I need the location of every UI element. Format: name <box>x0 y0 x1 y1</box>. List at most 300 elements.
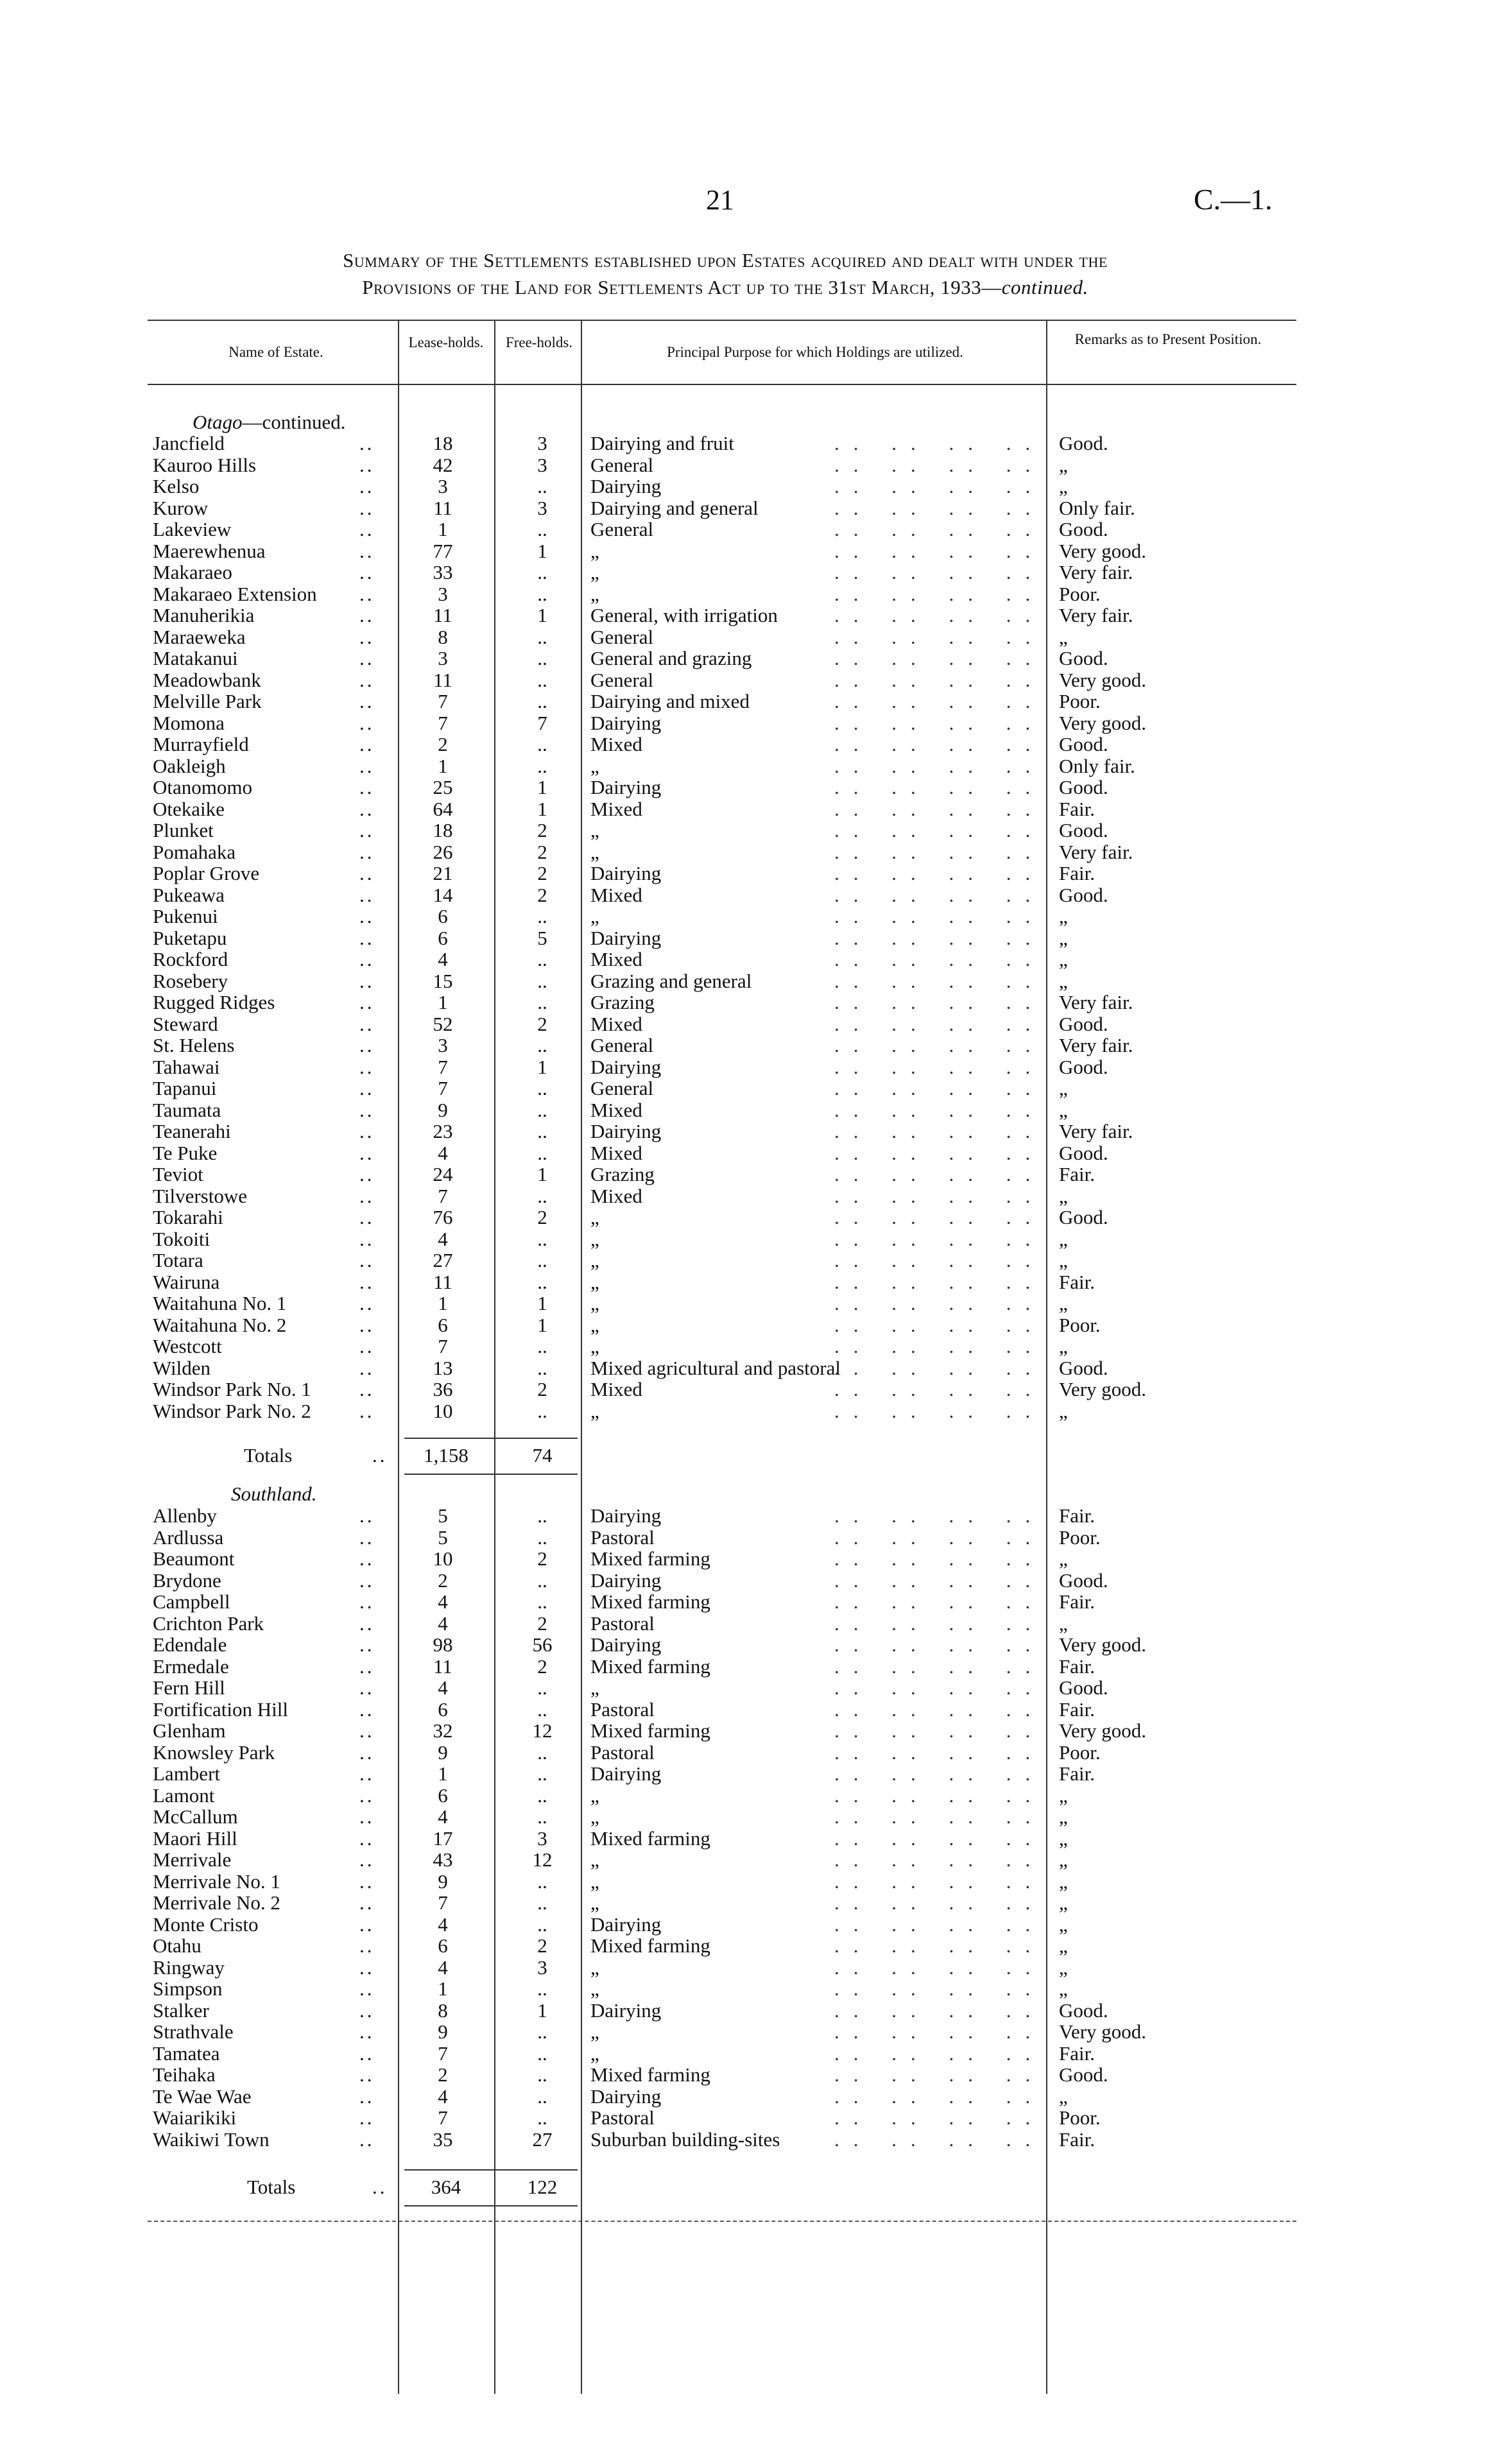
leader-dots: .. <box>359 2128 375 2151</box>
purpose-value: Dairying <box>590 1569 662 1592</box>
table-row <box>0 476 1512 497</box>
table-row <box>0 927 1512 949</box>
leaseholds-value: 4 <box>438 1676 448 1699</box>
remark-value: Very good. <box>1059 1633 1147 1656</box>
estate-name: Teihaka <box>153 2063 216 2086</box>
freeholds-value: 3 <box>537 496 547 519</box>
purpose-value: „ <box>590 840 599 863</box>
remark-value: Very good. <box>1059 539 1147 562</box>
table-row <box>0 1613 1512 1635</box>
remark-value: „ <box>1059 905 1068 927</box>
freeholds-value: .. <box>537 1526 547 1549</box>
freeholds-value: .. <box>537 2042 547 2065</box>
document-reference: C.—1. <box>1194 183 1273 216</box>
leader-dots: .. <box>359 2020 375 2043</box>
leader-dots: .. <box>359 797 375 820</box>
purpose-value: Dairying <box>590 1633 662 1656</box>
estate-name: Windsor Park No. 2 <box>153 1399 311 1422</box>
remark-value: Fair. <box>1059 1504 1095 1527</box>
leader-dots: .. .. .. .. <box>834 1227 1045 1250</box>
leader-dots: .. .. .. .. <box>834 453 1045 476</box>
leader-dots: .. <box>359 1504 375 1527</box>
leader-dots: .. .. .. .. <box>834 1399 1045 1422</box>
table-row <box>0 1806 1512 1828</box>
remark-value: Good. <box>1059 1569 1108 1592</box>
leader-dots: .. .. .. .. <box>834 1547 1045 1570</box>
leaseholds-value: 4 <box>438 948 448 970</box>
table-row <box>0 562 1512 583</box>
purpose-value: „ <box>590 1249 599 1271</box>
leader-dots: .. .. .. .. <box>834 2063 1045 2086</box>
estate-name: St. Helens <box>153 1034 235 1056</box>
leaseholds-value: 32 <box>433 1719 453 1742</box>
header-name: Name of Estate. <box>228 344 323 360</box>
table-row <box>0 1957 1512 1979</box>
remark-value: Good. <box>1059 432 1108 454</box>
leaseholds-value: 8 <box>438 1999 448 2022</box>
freeholds-value: .. <box>537 668 547 691</box>
freeholds-value: .. <box>537 2020 547 2043</box>
remark-value: Good. <box>1059 1356 1108 1379</box>
freeholds-value: 1 <box>537 539 547 562</box>
title-line-2: Provisions of the Land for Settlements Act up to the 31st March, 1933— <box>362 276 1002 298</box>
freeholds-value: .. <box>537 518 547 540</box>
table-row <box>0 433 1512 454</box>
leader-dots: .. <box>359 776 375 798</box>
freeholds-value: .. <box>537 1870 547 1893</box>
leader-dots: .. .. .. .. <box>834 948 1045 970</box>
leader-dots: .. .. .. .. <box>834 1526 1045 1549</box>
leaseholds-value: 23 <box>433 1120 453 1142</box>
leaseholds-value: 5 <box>438 1526 448 1549</box>
freeholds-value: 1 <box>537 1055 547 1078</box>
table-row <box>0 1099 1512 1121</box>
purpose-value: „ <box>590 1227 599 1250</box>
purpose-value: „ <box>590 561 599 583</box>
leaseholds-value: 7 <box>438 711 448 734</box>
purpose-value: „ <box>590 905 599 927</box>
remark-value: „ <box>1059 969 1068 992</box>
remark-value: Good. <box>1059 518 1108 540</box>
leader-dots: .. <box>359 1077 375 1099</box>
leader-dots: .. .. .. .. <box>834 1977 1045 2000</box>
remark-value: Good. <box>1059 2063 1108 2086</box>
freeholds-value: 1 <box>537 1163 547 1185</box>
estate-name: Manuherikia <box>153 604 255 626</box>
purpose-value: Suburban building-sites <box>590 2128 780 2151</box>
freeholds-value: 27 <box>532 2128 553 2151</box>
leaseholds-value: 9 <box>438 1870 448 1893</box>
estate-name: Maerewhenua <box>153 539 266 562</box>
leaseholds-value: 2 <box>438 733 448 755</box>
leader-dots: .. <box>359 561 375 583</box>
estate-name: Rockford <box>153 948 228 970</box>
freeholds-value: 3 <box>537 453 547 476</box>
table-row <box>0 1914 1512 1936</box>
leader-dots: .. .. .. .. <box>834 1055 1045 1078</box>
purpose-value: „ <box>590 1956 599 1979</box>
estate-name: Monte Cristo <box>153 1913 259 1936</box>
estate-name: Maraeweka <box>153 625 246 648</box>
leaseholds-value: 18 <box>433 819 453 841</box>
table-row <box>0 1634 1512 1656</box>
estate-name: Waitahuna No. 1 <box>153 1292 287 1314</box>
southland-totals-leader: .. <box>372 2176 388 2198</box>
leader-dots: .. <box>359 1378 375 1400</box>
leader-dots: .. .. .. .. <box>834 862 1045 884</box>
leader-dots: .. <box>359 1098 375 1121</box>
leader-dots: .. .. .. .. <box>834 2042 1045 2065</box>
leader-dots: .. .. .. .. <box>834 604 1045 626</box>
purpose-value: Dairying <box>590 926 662 949</box>
table-bottom-rule <box>148 2221 1296 2222</box>
freeholds-value: .. <box>537 1141 547 1164</box>
freeholds-value: 2 <box>537 1206 547 1228</box>
purpose-value: Mixed farming <box>590 1590 710 1613</box>
freeholds-value: .. <box>537 1335 547 1357</box>
remark-value: „ <box>1059 926 1068 949</box>
table-row <box>0 1742 1512 1764</box>
purpose-value: Mixed <box>590 1012 642 1035</box>
leader-dots: .. <box>359 475 375 497</box>
leaseholds-value: 4 <box>438 1141 448 1164</box>
freeholds-value: 3 <box>537 1827 547 1850</box>
table-row <box>0 1164 1512 1185</box>
page-number: 21 <box>706 184 734 216</box>
table-row <box>0 798 1512 820</box>
estate-name: Meadowbank <box>153 668 261 691</box>
leader-dots: .. <box>359 1784 375 1807</box>
freeholds-value: .. <box>537 905 547 927</box>
freeholds-value: .. <box>537 991 547 1013</box>
header-top-rule <box>148 320 1296 321</box>
leader-dots: .. <box>359 1163 375 1185</box>
remark-value: „ <box>1059 1249 1068 1271</box>
leaseholds-value: 13 <box>433 1356 453 1379</box>
remark-value: Very fair. <box>1059 1120 1133 1142</box>
remark-value: Poor. <box>1059 582 1101 605</box>
otago-totals-leader: .. <box>372 1444 388 1466</box>
leaseholds-value: 11 <box>433 1655 452 1678</box>
table-row <box>0 1892 1512 1914</box>
remark-value: Poor. <box>1059 1313 1101 1336</box>
remark-value: Very fair. <box>1059 840 1133 863</box>
purpose-value: Dairying <box>590 1055 662 1078</box>
leader-dots: .. <box>359 1762 375 1785</box>
leader-dots: .. .. .. .. <box>834 991 1045 1013</box>
purpose-value: Mixed <box>590 1184 642 1207</box>
leader-dots: .. <box>359 1590 375 1613</box>
purpose-value: „ <box>590 1848 599 1871</box>
leaseholds-value: 4 <box>438 2085 448 2108</box>
leader-dots: .. .. .. .. <box>834 1313 1045 1336</box>
freeholds-value: 1 <box>537 1313 547 1336</box>
leaseholds-value: 9 <box>438 1741 448 1764</box>
leader-dots: .. .. .. .. <box>834 711 1045 734</box>
leader-dots: .. <box>359 647 375 669</box>
estate-name: Puketapu <box>153 926 227 949</box>
freeholds-value: .. <box>537 969 547 992</box>
leader-dots: .. .. .. .. <box>834 1719 1045 1742</box>
purpose-value: Dairying <box>590 1504 662 1527</box>
freeholds-value: .. <box>537 1741 547 1764</box>
leader-dots: .. .. .. .. <box>834 582 1045 605</box>
estate-name: Taumata <box>153 1098 221 1121</box>
table-row <box>0 2000 1512 2022</box>
purpose-value: Mixed <box>590 1098 642 1121</box>
section-otago <box>193 411 346 434</box>
remark-value: Poor. <box>1059 690 1101 712</box>
remark-value: Good. <box>1059 1999 1108 2022</box>
estate-name: Tamatea <box>153 2042 220 2065</box>
leaseholds-value: 11 <box>433 496 452 519</box>
leader-dots: .. .. .. .. <box>834 668 1045 691</box>
leader-dots: .. .. .. .. <box>834 2128 1045 2151</box>
estate-name: Tapanui <box>153 1077 217 1099</box>
leader-dots: .. .. .. .. <box>834 1249 1045 1271</box>
freeholds-value: .. <box>537 690 547 712</box>
table-row <box>0 2129 1512 2151</box>
table-row <box>0 1379 1512 1400</box>
header-bottom-rule <box>148 384 1296 385</box>
leaseholds-value: 52 <box>433 1012 453 1035</box>
freeholds-value: 2 <box>537 840 547 863</box>
leader-dots: .. <box>359 1120 375 1142</box>
remark-value: Fair. <box>1059 1163 1095 1185</box>
table-row <box>0 519 1512 540</box>
table-row <box>0 1400 1512 1422</box>
leader-dots: .. .. .. .. <box>834 496 1045 519</box>
freeholds-value: 2 <box>537 1012 547 1035</box>
remark-value: „ <box>1059 1184 1068 1207</box>
estate-name: Brydone <box>153 1569 221 1592</box>
remark-value: Very good. <box>1059 2020 1147 2043</box>
leader-dots: .. .. .. .. <box>834 1356 1045 1379</box>
purpose-value: Dairying <box>590 862 662 884</box>
freeholds-value: .. <box>537 1034 547 1056</box>
leaseholds-value: 8 <box>438 625 448 648</box>
freeholds-value: .. <box>537 1590 547 1613</box>
remark-value: Fair. <box>1059 1698 1095 1721</box>
estate-name: Lakeview <box>153 518 232 540</box>
leader-dots: .. .. .. .. <box>834 1270 1045 1293</box>
remark-value: Very fair. <box>1059 561 1133 583</box>
southland-totals-rule <box>404 2169 578 2171</box>
leaseholds-value: 7 <box>438 1055 448 1078</box>
freeholds-value: 2 <box>537 1934 547 1957</box>
purpose-value: General <box>590 668 654 691</box>
leader-dots: .. <box>359 1249 375 1271</box>
table-row <box>0 2107 1512 2129</box>
leader-dots: .. <box>359 1206 375 1228</box>
table-row <box>0 1828 1512 1850</box>
remark-value: Poor. <box>1059 2106 1101 2129</box>
table-row <box>0 1978 1512 2000</box>
section-otago-title: Otago <box>193 411 243 433</box>
leader-dots: .. .. .. .. <box>834 1612 1045 1635</box>
table-row <box>0 1013 1512 1035</box>
remark-value: Good. <box>1059 1141 1108 1164</box>
estate-name: Lamont <box>153 1784 215 1807</box>
title-line-1: Summary of the Settlements established upon Estates acquired and dealt with under the <box>343 249 1108 271</box>
purpose-value: „ <box>590 1270 599 1293</box>
purpose-value: Mixed <box>590 948 642 970</box>
leader-dots: .. <box>359 1270 375 1293</box>
remark-value: Very good. <box>1059 1719 1147 1742</box>
purpose-value: Dairying and fruit <box>590 432 734 454</box>
freeholds-value: 2 <box>537 1378 547 1400</box>
leader-dots: .. .. .. .. <box>834 926 1045 949</box>
leaseholds-value: 1 <box>438 518 448 540</box>
leaseholds-value: 18 <box>433 432 453 454</box>
leader-dots: .. <box>359 969 375 992</box>
table-row <box>0 1548 1512 1570</box>
purpose-value: „ <box>590 1399 599 1422</box>
table-row <box>0 992 1512 1013</box>
leader-dots: .. <box>359 1848 375 1871</box>
leaseholds-value: 3 <box>438 475 448 497</box>
remark-value: Fair. <box>1059 862 1095 884</box>
estate-name: McCallum <box>153 1805 238 1828</box>
leader-dots: .. <box>359 1547 375 1570</box>
leader-dots: .. .. .. .. <box>834 797 1045 820</box>
table-row <box>0 1250 1512 1271</box>
estate-name: Otekaike <box>153 797 225 820</box>
remark-value: Good. <box>1059 1055 1108 1078</box>
freeholds-value: 1 <box>537 797 547 820</box>
estate-name: Beaumont <box>153 1547 235 1570</box>
purpose-value: Dairying <box>590 776 662 798</box>
leaseholds-value: 4 <box>438 1913 448 1936</box>
freeholds-value: .. <box>537 733 547 755</box>
purpose-value: Pastoral <box>590 1741 655 1764</box>
leader-dots: .. .. .. .. <box>834 1913 1045 1936</box>
estate-name: Stalker <box>153 1999 209 2022</box>
leader-dots: .. .. .. .. <box>834 1206 1045 1228</box>
estate-name: Kauroo Hills <box>153 453 257 476</box>
leader-dots: .. <box>359 2106 375 2129</box>
leader-dots: .. .. .. .. <box>834 1784 1045 1807</box>
freeholds-value: 1 <box>537 1999 547 2022</box>
purpose-value: Dairying <box>590 1120 662 1142</box>
leader-dots: .. <box>359 862 375 884</box>
leaseholds-value: 3 <box>438 1034 448 1056</box>
freeholds-value: .. <box>537 475 547 497</box>
freeholds-value: 12 <box>532 1719 553 1742</box>
leader-dots: .. .. .. .. <box>834 1098 1045 1121</box>
freeholds-value: 12 <box>532 1848 553 1871</box>
table-row <box>0 1314 1512 1336</box>
estate-name: Ringway <box>153 1956 225 1979</box>
estate-name: Teviot <box>153 1163 203 1185</box>
leader-dots: .. .. .. .. <box>834 690 1045 712</box>
freeholds-value: .. <box>537 754 547 777</box>
remark-value: „ <box>1059 1977 1068 2000</box>
leader-dots: .. .. .. .. <box>834 754 1045 777</box>
leader-dots: .. <box>359 518 375 540</box>
estate-name: Knowsley Park <box>153 1741 275 1764</box>
estate-name: Tilverstowe <box>153 1184 247 1207</box>
table-row <box>0 1871 1512 1893</box>
purpose-value: Pastoral <box>590 1698 655 1721</box>
estate-name: Glenham <box>153 1719 226 1742</box>
leader-dots: .. .. .. .. <box>834 1292 1045 1314</box>
purpose-value: General <box>590 518 654 540</box>
table-row <box>0 1849 1512 1871</box>
purpose-value: Mixed <box>590 1141 642 1164</box>
leaseholds-value: 76 <box>433 1206 453 1228</box>
leaseholds-value: 77 <box>433 539 453 562</box>
table-row <box>0 1142 1512 1164</box>
estate-name: Merrivale <box>153 1848 232 1871</box>
leaseholds-value: 7 <box>438 1891 448 1914</box>
leader-dots: .. .. .. .. <box>834 1762 1045 1785</box>
leader-dots: .. <box>359 905 375 927</box>
table-row <box>0 1785 1512 1807</box>
freeholds-value: .. <box>537 1805 547 1828</box>
table-row <box>0 648 1512 669</box>
purpose-value: „ <box>590 1206 599 1228</box>
purpose-value: „ <box>590 1784 599 1807</box>
freeholds-value: .. <box>537 561 547 583</box>
leaseholds-value: 6 <box>438 1784 448 1807</box>
freeholds-value: .. <box>537 1913 547 1936</box>
leader-dots: .. <box>359 1870 375 1893</box>
freeholds-value: 2 <box>537 1655 547 1678</box>
estate-name: Tokoiti <box>153 1227 210 1250</box>
leaseholds-value: 4 <box>438 1956 448 1979</box>
table-row <box>0 1336 1512 1357</box>
remark-value: „ <box>1059 475 1068 497</box>
estate-name: Plunket <box>153 819 214 841</box>
leader-dots: .. <box>359 991 375 1013</box>
remark-value: Fair. <box>1059 797 1095 820</box>
leader-dots: .. <box>359 733 375 755</box>
purpose-value: General and grazing <box>590 647 752 669</box>
purpose-value: Dairying <box>590 2085 662 2108</box>
leader-dots: .. <box>359 582 375 605</box>
remark-value: Poor. <box>1059 1741 1101 1764</box>
remark-value: Good. <box>1059 1012 1108 1035</box>
purpose-value: General <box>590 1077 654 1099</box>
leaseholds-value: 43 <box>433 1848 453 1871</box>
table-row <box>0 1656 1512 1678</box>
leader-dots: .. .. .. .. <box>834 1335 1045 1357</box>
estate-name: Oakleigh <box>153 754 226 777</box>
section-otago-continued: —continued. <box>242 411 346 433</box>
estate-name: Tokarahi <box>153 1206 223 1228</box>
table-row <box>0 863 1512 884</box>
estate-name: Totara <box>153 1249 203 1271</box>
purpose-value: Pastoral <box>590 2106 655 2129</box>
estate-name: Momona <box>153 711 225 734</box>
leader-dots: .. <box>359 496 375 519</box>
remark-value: Only fair. <box>1059 754 1135 777</box>
leaseholds-value: 5 <box>438 1504 448 1527</box>
leader-dots: .. .. .. .. <box>834 1891 1045 1914</box>
estate-name: Wairuna <box>153 1270 220 1293</box>
leader-dots: .. .. .. .. <box>834 1590 1045 1613</box>
freeholds-value: 7 <box>537 711 547 734</box>
leader-dots: .. <box>359 1827 375 1850</box>
table-row <box>0 1591 1512 1613</box>
freeholds-value: .. <box>537 1784 547 1807</box>
leader-dots: .. <box>359 1399 375 1422</box>
leader-dots: .. <box>359 1055 375 1078</box>
estate-name: Maori Hill <box>153 1827 237 1850</box>
purpose-value: Mixed <box>590 1378 642 1400</box>
leader-dots: .. <box>359 1034 375 1056</box>
